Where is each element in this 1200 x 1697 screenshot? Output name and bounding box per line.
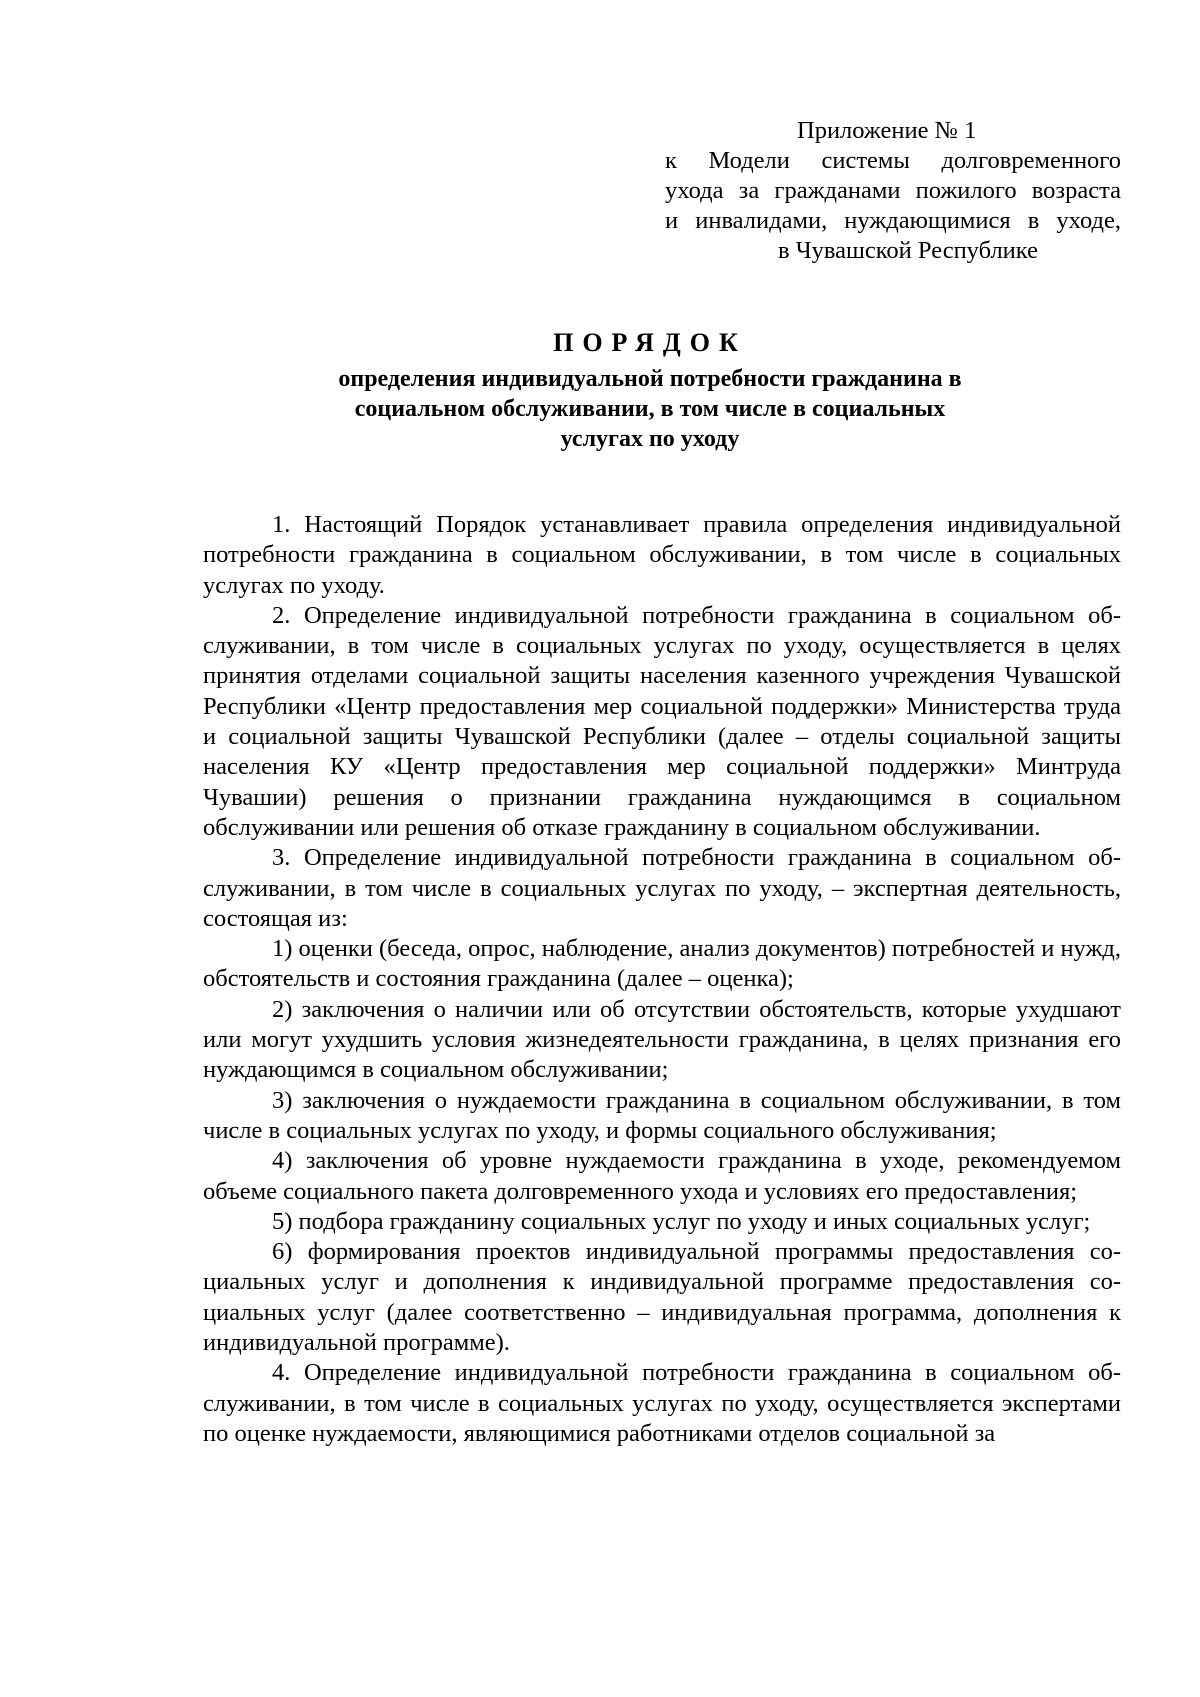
appendix-line-4: в Чувашской Республике bbox=[778, 237, 1038, 264]
paragraph-2: 2. Определение индивидуальной потребности гражданина в социальном обслуживании, в том числе в социальных услугах по уходу, осуществляется в целях принятия отделами социальной защиты населения казенного учреждения Чувашской Республики «Центр предоставления мер социальной поддержки» Министерства труда и социальной защиты Чувашской Республики (далее – отделы социальной защиты населения КУ «Центр предоставления мер социальной поддержки» Минтруда Чувашии) решения о признании гражданина нуждающимся в социальном обслуживании или решения об отказе гражданину в социальном обслуживании. bbox=[203, 601, 1121, 841]
paragraph-4: 4. Определение индивидуальной потребности гражданина в социальном обслуживании, в том числе в социальных услугах по уходу, осуществляется экспертами по оценке нуждаемости, являющимися работниками отделов социальной за bbox=[203, 1359, 1121, 1447]
paragraph-1: 1. Настоящий Порядок устанавливает правила определения индивидуальной потребности гражданина в социальном обслуживании, в том числе в социальных услугах по уходу. bbox=[203, 511, 1121, 599]
appendix-line-3: и инвалидами, нуждающимися в уходе, bbox=[665, 207, 1121, 234]
list-item-1: 1) оценки (беседа, опрос, наблюдение, анализ документов) потребностей и нужд, обстоятельств и состояния гражданина (далее – оценка); bbox=[203, 935, 1122, 993]
appendix-line-2: ухода за гражданами пожилого возраста bbox=[665, 177, 1121, 204]
list-item-2: 2) заключения о наличии или об отсутствии обстоятельств, которые ухудшают или могут ухудшить условия жизнедеятельности гражданина, в целях признания его нуждающимся в социальном обслуживании; bbox=[203, 995, 1121, 1084]
paragraph-3: 3. Определение индивидуальной потребности гражданина в социальном обслуживании, в том числе в социальных услугах по уходу, – экспертная деятельность, состоящая из: bbox=[203, 844, 1121, 932]
list-item-3: 3) заключения о нуждаемости гражданина в социальном обслуживании, в том числе в социальных услугах по уходу, и формы социального обслуживания; bbox=[203, 1086, 1121, 1144]
list-item-6: 6) формирования проектов индивидуальной программы предоставления социальных услуг и дополнения к индивидуальной программе предоставления социальных услуг (далее соответственно – индивидуальная программа, дополнения к индивидуальной программе). bbox=[203, 1238, 1121, 1357]
document-title: ПОРЯДОК bbox=[553, 328, 747, 357]
appendix-line-1: к Модели системы долговременного bbox=[665, 147, 1121, 174]
list-item-5: 5) подбора гражданину социальных услуг по уходу и иных социальных услуг; bbox=[272, 1207, 1091, 1235]
document-body bbox=[203, 510, 1121, 1449]
appendix-block bbox=[665, 116, 1121, 266]
list-item-4: 4) заключения об уровне нуждаемости гражданина в уходе, рекомендуемом объеме социального пакета долговременного ухода и условиях его предоставления; bbox=[203, 1147, 1121, 1205]
document-subtitle: определения индивидуальной потребности гражданина в социальном обслуживании, в том числе в социальных услугах по уходу bbox=[338, 366, 962, 452]
document-heading bbox=[300, 325, 1000, 454]
appendix-title: Приложение № 1 bbox=[797, 117, 977, 144]
